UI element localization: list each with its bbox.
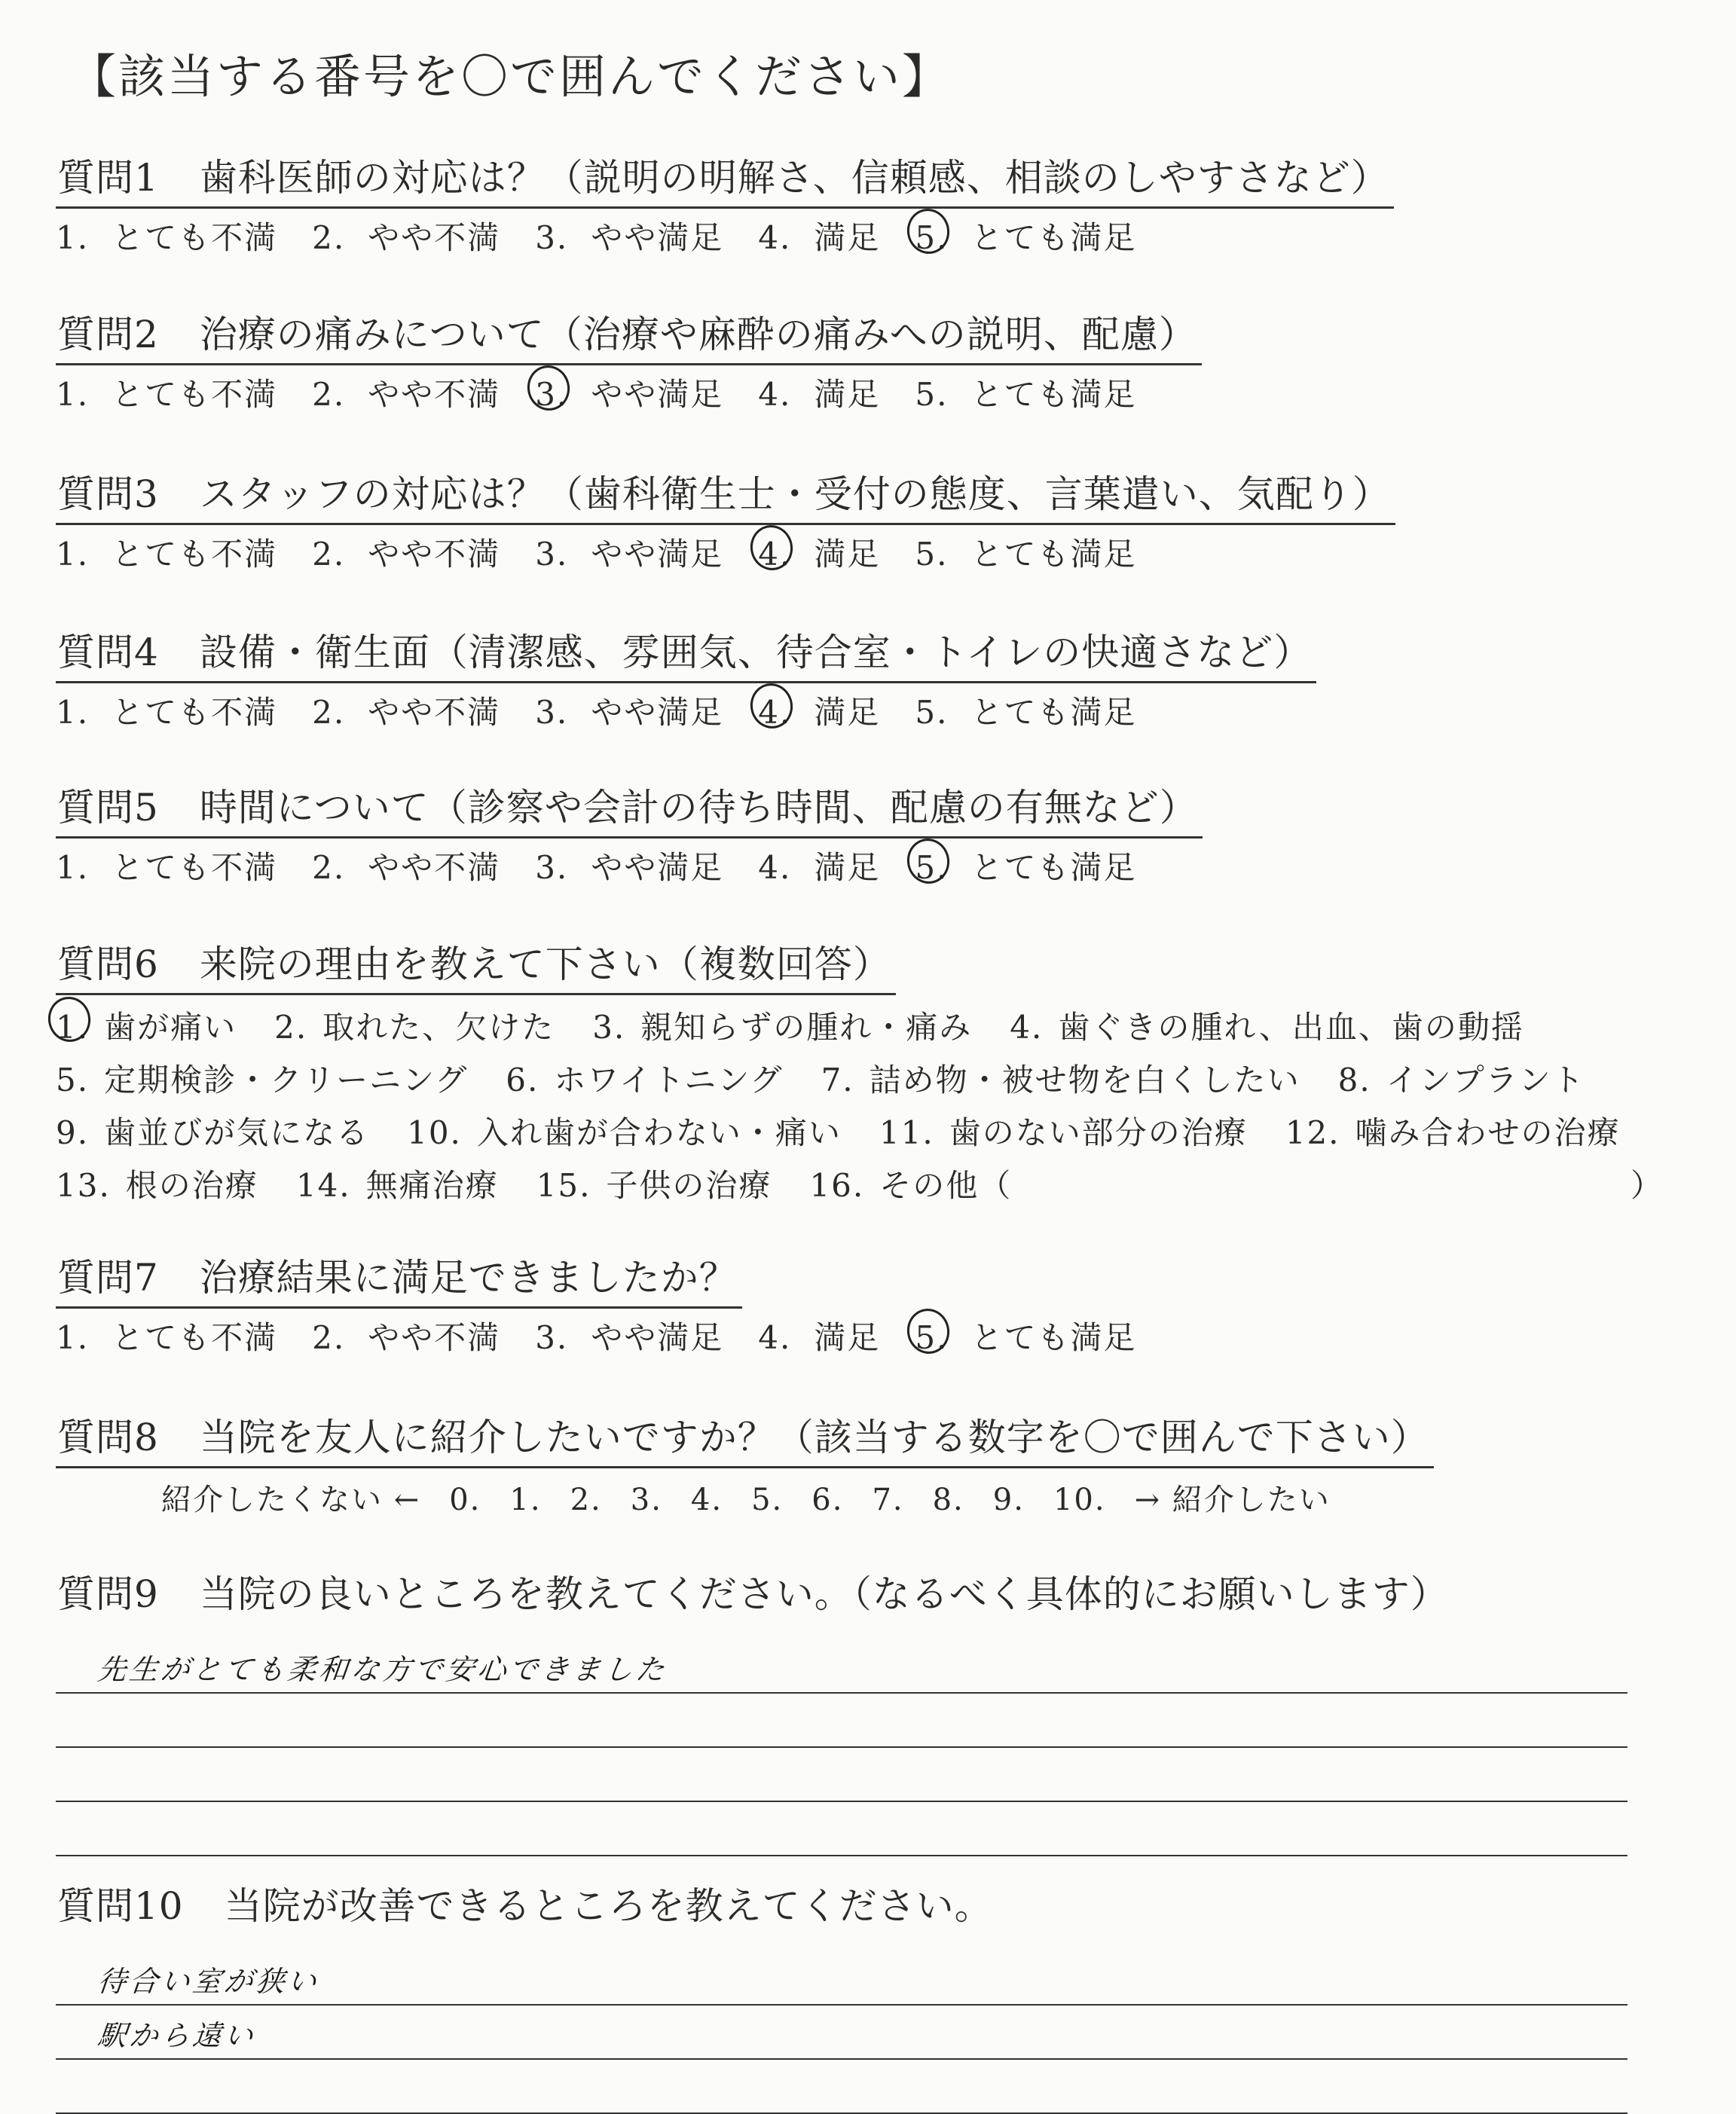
option-label: 歯のない部分の治療	[949, 1114, 1248, 1151]
option-label: やや満足	[591, 536, 724, 573]
checkbox-option[interactable]	[879, 1107, 1248, 1159]
question-title	[56, 1248, 742, 1309]
option-label: 満足	[814, 694, 881, 731]
rating-option[interactable]	[535, 688, 723, 733]
rating-option[interactable]	[312, 530, 500, 575]
rating-options	[56, 1313, 1676, 1358]
option-label: やや不満	[368, 694, 501, 731]
checkbox-option[interactable]	[274, 1001, 555, 1054]
option-label: 満足	[814, 1319, 881, 1356]
option-label: やや満足	[591, 1319, 724, 1356]
rating-option[interactable]	[915, 530, 1136, 575]
option-number: 1.	[56, 849, 90, 886]
checkbox-option[interactable]	[1285, 1107, 1621, 1159]
question-8	[56, 1407, 1676, 1519]
handwritten-answer: 待合い室が狭い	[96, 1965, 321, 1998]
rating-options	[56, 688, 1676, 733]
option-label: 定期検診・クリーニング	[104, 1062, 469, 1098]
scale-value[interactable]: 5.	[751, 1483, 784, 1517]
option-label: 歯が痛い	[104, 1009, 237, 1046]
option-number: 4.	[758, 849, 792, 886]
question-1	[56, 148, 1676, 258]
question-9	[56, 1564, 1676, 1856]
question-title	[56, 1407, 1434, 1468]
options-row	[56, 1159, 1676, 1212]
option-number: 3.	[592, 1009, 626, 1046]
scale-value[interactable]: 8.	[932, 1483, 964, 1517]
answer-line[interactable]	[56, 1951, 1628, 2006]
rating-option[interactable]	[56, 843, 277, 888]
option-number: 1.	[56, 694, 90, 731]
option-label: やや満足	[591, 849, 724, 886]
option-number: 15.	[536, 1167, 591, 1204]
option-label: 子供の治療	[606, 1167, 772, 1204]
option-number: 5.	[56, 1062, 90, 1098]
option-label: とても不満	[112, 536, 278, 573]
scale-right-label: → 紹介したい	[1134, 1483, 1331, 1517]
rating-option[interactable]	[915, 688, 1136, 733]
option-number: 2.	[312, 219, 346, 256]
scale-value[interactable]: 2.	[570, 1483, 602, 1517]
option-label: 親知らずの腫れ・痛み	[640, 1009, 973, 1046]
rating-option[interactable]	[915, 370, 1136, 415]
option-label: とても不満	[112, 1319, 278, 1356]
checkbox-option[interactable]	[56, 1001, 237, 1054]
option-number: 2.	[274, 1009, 308, 1046]
option-label: とても不満	[112, 849, 278, 886]
option-number: 2.	[312, 694, 346, 731]
checkbox-option[interactable]	[56, 1159, 258, 1212]
scale-value[interactable]: 7.	[872, 1483, 904, 1517]
page-header: 【該当する番号を〇で囲んでください】	[69, 49, 952, 104]
question-number: 質問5	[57, 786, 159, 829]
question-text: 治療結果に満足できましたか？	[199, 1256, 738, 1300]
rating-option[interactable]	[915, 1313, 1136, 1358]
rating-option[interactable]	[758, 843, 880, 888]
rating-option[interactable]	[915, 213, 1136, 258]
option-number: 5.	[915, 219, 949, 256]
rating-option[interactable]	[758, 213, 880, 258]
question-number: 質問7	[57, 1256, 159, 1300]
option-number: 8.	[1337, 1062, 1371, 1098]
scale-value[interactable]: 6.	[811, 1483, 844, 1517]
option-number: 6.	[506, 1062, 539, 1098]
question-number: 質問3	[57, 472, 159, 516]
option-number: 13.	[56, 1167, 111, 1204]
question-number: 質問4	[57, 631, 159, 674]
option-number: 2.	[312, 849, 346, 886]
option-number: 3.	[535, 376, 569, 413]
question-number: 質問9	[57, 1572, 159, 1616]
answer-line[interactable]	[56, 2060, 1628, 2114]
question-title	[56, 934, 896, 995]
checkbox-option[interactable]	[592, 1001, 972, 1054]
rating-option[interactable]	[535, 530, 723, 575]
question-number: 質問10	[57, 1884, 184, 1928]
rating-option[interactable]	[535, 213, 723, 258]
rating-option[interactable]	[56, 1313, 277, 1358]
option-number: 11.	[879, 1114, 934, 1151]
rating-options	[56, 843, 1676, 888]
rating-option[interactable]	[758, 370, 880, 415]
paren-close: ）	[1631, 1167, 1664, 1204]
rating-option[interactable]	[535, 1313, 723, 1358]
handwritten-answer: 駅から遠い	[96, 2019, 258, 2052]
answer-line[interactable]	[56, 2006, 1628, 2060]
rating-option[interactable]	[758, 530, 880, 575]
answer-lines	[56, 1639, 1676, 1856]
option-label: やや不満	[368, 376, 501, 413]
option-label: やや満足	[591, 694, 724, 731]
question-text: スタッフの対応は？（歯科衛生士・受付の態度、言葉遣い、気配り）	[199, 472, 1391, 516]
rating-option[interactable]	[312, 1313, 500, 1358]
rating-options	[56, 213, 1676, 258]
question-text: 設備・衛生面（清潔感、雰囲気、待合室・トイレの快適さなど）	[199, 631, 1313, 674]
rating-option[interactable]	[56, 370, 277, 415]
option-number: 3.	[535, 1319, 569, 1356]
question-number: 質問6	[57, 942, 159, 986]
scale-value[interactable]: 3.	[630, 1483, 662, 1517]
option-number: 2.	[312, 1319, 346, 1356]
checkbox-option[interactable]	[407, 1107, 842, 1159]
option-number: 3.	[535, 536, 569, 573]
question-text: 来院の理由を教えて下さい（複数回答）	[199, 942, 891, 986]
checkbox-option[interactable]	[296, 1159, 499, 1212]
option-number: 1.	[56, 376, 90, 413]
question-10	[56, 1876, 1676, 2114]
option-label: とても満足	[970, 694, 1137, 731]
answer-line[interactable]	[56, 1639, 1628, 1694]
options-row	[56, 1107, 1676, 1159]
option-label: とても満足	[970, 219, 1137, 256]
answer-line[interactable]	[56, 1802, 1628, 1856]
option-label: 満足	[814, 376, 881, 413]
option-label: やや不満	[368, 849, 501, 886]
question-text: 治療の痛みについて（治療や麻酔の痛みへの説明、配慮）	[199, 313, 1197, 356]
option-label: インプラント	[1386, 1062, 1585, 1098]
question-number: 質問1	[57, 156, 159, 200]
option-number: 3.	[535, 849, 569, 886]
question-title	[56, 1564, 1453, 1623]
checkbox-option[interactable]	[1338, 1054, 1585, 1107]
question-text: 時間について（診察や会計の待ち時間、配慮の有無など）	[199, 786, 1198, 829]
rating-option[interactable]	[915, 843, 1136, 888]
option-number: 5.	[915, 694, 949, 731]
option-number: 14.	[295, 1167, 351, 1204]
rating-options	[56, 370, 1676, 415]
option-number: 3.	[535, 694, 569, 731]
question-text: 歯科医師の対応は？（説明の明解さ、信頼感、相談のしやすさなど）	[199, 156, 1389, 200]
option-label: 入れ歯が合わない・痛い	[476, 1114, 842, 1151]
answer-line[interactable]	[56, 1748, 1628, 1802]
option-number: 7.	[821, 1062, 854, 1098]
checkbox-option[interactable]	[821, 1054, 1300, 1107]
option-number: 1.	[56, 219, 90, 256]
rating-option[interactable]	[758, 1313, 880, 1358]
checkbox-option[interactable]	[506, 1054, 783, 1107]
option-label: その他（	[879, 1167, 1013, 1204]
recommend-scale	[161, 1476, 1676, 1519]
question-text: 当院を友人に紹介したいですか？（該当する数字を〇で囲んで下さい）	[199, 1416, 1429, 1459]
question-title	[56, 464, 1395, 525]
scale-left-label: 紹介したくない ←	[161, 1483, 421, 1517]
question-5	[56, 777, 1676, 888]
checkbox-option[interactable]	[1010, 1001, 1524, 1054]
option-label: やや満足	[591, 376, 724, 413]
option-number: 4.	[758, 536, 792, 573]
answer-lines	[56, 1951, 1676, 2114]
option-number: 1.	[56, 536, 90, 573]
answer-line[interactable]	[56, 1694, 1628, 1748]
option-number: 3.	[535, 219, 569, 256]
scale-value[interactable]: 10.	[1053, 1483, 1106, 1517]
option-number: 10.	[407, 1114, 462, 1151]
option-number: 4.	[758, 694, 792, 731]
rating-option[interactable]	[312, 370, 500, 415]
rating-option[interactable]	[312, 843, 500, 888]
checkbox-option[interactable]	[809, 1159, 1012, 1212]
rating-option[interactable]	[535, 370, 723, 415]
checkbox-option[interactable]	[56, 1054, 468, 1107]
option-label: とても不満	[112, 376, 278, 413]
option-label: やや不満	[368, 536, 501, 573]
scale-value[interactable]: 1.	[509, 1483, 542, 1517]
checkbox-option[interactable]	[56, 1107, 369, 1159]
question-title	[56, 1876, 998, 1935]
option-label: 詰め物・被せ物を白くしたい	[869, 1062, 1300, 1098]
option-number: 4.	[758, 376, 792, 413]
rating-option[interactable]	[312, 213, 500, 258]
option-number: 5.	[915, 376, 949, 413]
handwritten-answer: 先生がとても柔和な方で安心できました	[96, 1653, 669, 1686]
option-number: 16.	[809, 1167, 865, 1204]
question-text: 当院の良いところを教えてください。（なるべく具体的にお願いします）	[199, 1572, 1449, 1616]
rating-option[interactable]	[535, 843, 723, 888]
option-number: 5.	[915, 1319, 949, 1356]
option-label: とても満足	[970, 849, 1137, 886]
scale-value[interactable]: 9.	[992, 1483, 1025, 1517]
options-row	[56, 1001, 1676, 1054]
option-label: 噛み合わせの治療	[1355, 1114, 1621, 1151]
option-number: 5.	[915, 536, 949, 573]
option-label: 満足	[814, 536, 881, 573]
option-number: 2.	[312, 376, 346, 413]
rating-option[interactable]	[56, 213, 277, 258]
rating-options	[56, 530, 1676, 575]
question-title	[56, 777, 1203, 839]
options-row	[56, 1054, 1676, 1107]
option-number: 5.	[915, 849, 949, 886]
rating-option[interactable]	[56, 688, 277, 733]
option-number: 4.	[758, 1319, 792, 1356]
option-label: とても不満	[112, 694, 278, 731]
question-3	[56, 464, 1676, 575]
option-label: やや不満	[368, 219, 501, 256]
scale-value[interactable]: 0.	[449, 1483, 481, 1517]
option-number: 4.	[1010, 1009, 1044, 1046]
option-label: とても満足	[970, 376, 1137, 413]
rating-option[interactable]	[312, 688, 500, 733]
scale-value[interactable]: 4.	[690, 1483, 723, 1517]
option-label: やや不満	[368, 1319, 501, 1356]
question-6	[56, 934, 1676, 1212]
option-label: やや満足	[591, 219, 724, 256]
question-text: 当院が改善できるところを教えてください。	[224, 1884, 993, 1928]
option-number: 1.	[56, 1319, 90, 1356]
question-number: 質問8	[57, 1416, 159, 1459]
rating-option[interactable]	[56, 530, 277, 575]
option-label: 無痛治療	[365, 1167, 499, 1204]
option-label: 取れた、欠けた	[322, 1009, 555, 1046]
question-title	[56, 304, 1202, 365]
multi-choice-options	[56, 1001, 1676, 1212]
checkbox-option[interactable]	[536, 1159, 772, 1212]
option-number: 1.	[56, 1009, 90, 1046]
option-label: 満足	[814, 219, 881, 256]
rating-option[interactable]	[758, 688, 880, 733]
option-number: 2.	[312, 536, 346, 573]
option-label: 根の治療	[125, 1167, 258, 1204]
option-number: 12.	[1285, 1114, 1340, 1151]
question-7	[56, 1248, 1676, 1358]
option-label: ホワイトニング	[554, 1062, 784, 1098]
option-label: 歯並びが気になる	[104, 1114, 370, 1151]
option-number: 4.	[758, 219, 792, 256]
option-label: とても満足	[970, 1319, 1137, 1356]
question-title	[56, 148, 1394, 209]
option-label: 満足	[814, 849, 881, 886]
question-title	[56, 622, 1316, 683]
option-label: 歯ぐきの腫れ、出血、歯の動揺	[1058, 1009, 1524, 1046]
question-number: 質問2	[57, 313, 159, 356]
question-4	[56, 622, 1676, 733]
option-label: とても不満	[112, 219, 278, 256]
option-label: とても満足	[970, 536, 1137, 573]
question-2	[56, 304, 1676, 415]
option-number: 9.	[56, 1114, 90, 1151]
